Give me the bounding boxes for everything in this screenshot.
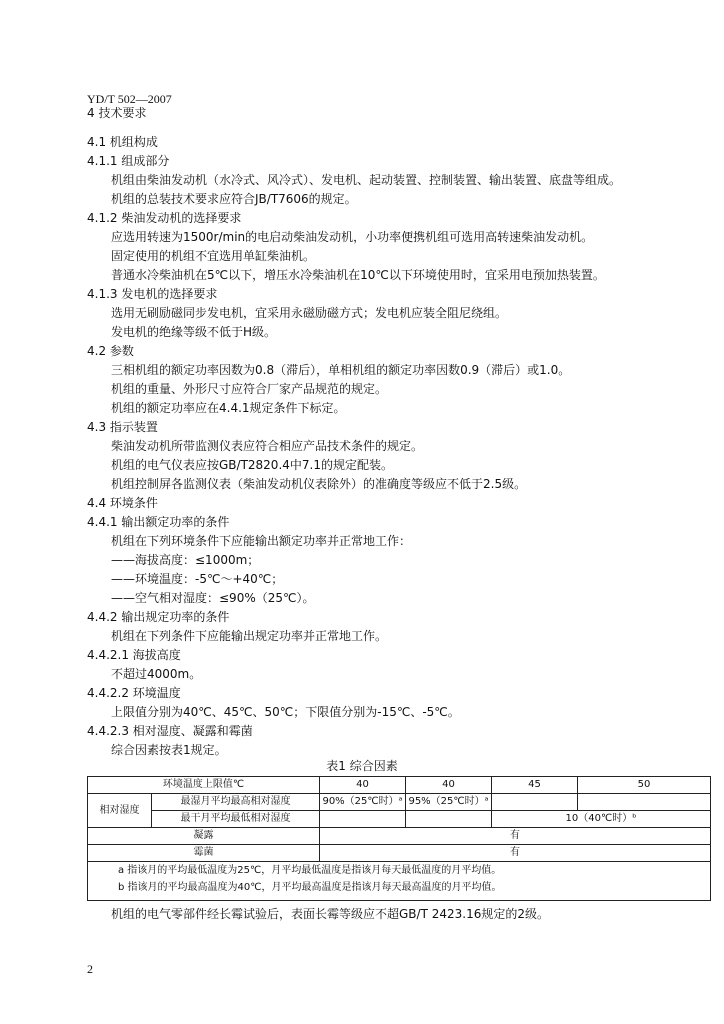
table-row (88, 777, 711, 794)
section-heading: 4.1.2 柴油发动机的选择要求 (87, 211, 242, 225)
section-heading: 4.1 机组构成 (87, 135, 158, 149)
humidity-label-cell: 相对湿度 (88, 794, 152, 828)
paragraph: 选用无刷励磁同步发电机，宜采用永磁励磁方式；发电机应装全阻尼绕组。 (111, 306, 508, 320)
list-item: ——空气相对湿度：≤90%（25℃）。 (111, 591, 315, 605)
mold-cell: 有 (320, 845, 711, 862)
paragraph: 机组的电气零部件经长霉试验后，表面长霉等级应不超GB/T 2423.16规定的2级。 (111, 907, 549, 921)
table-row (88, 845, 711, 862)
table-note-b: b 指该月的平均最高温度为40℃，月平均最高温度是指该月每天最高温度的月平均值。 (118, 882, 502, 893)
max-humid-label-cell: 最湿月平均最高相对湿度 (152, 794, 320, 811)
paragraph: 三相机组的额定功率因数为0.8（滞后），单相机组的额定功率因数0.9（滞后）或1.0。 (111, 363, 571, 377)
section-heading: 4.4.2.1 海拔高度 (87, 648, 181, 662)
max-humid-cell: 90%（25℃时）ᵃ (320, 794, 406, 811)
paragraph: 机组控制屏各监测仪表（柴油发动机仪表除外）的准确度等级应不低于2.5级。 (111, 477, 527, 491)
section-heading: 4.4.1 输出额定功率的条件 (87, 515, 230, 529)
paragraph: 机组的额定功率应在4.4.1规定条件下标定。 (111, 401, 346, 415)
max-humid-cell: 95%（25℃时）ᵃ (406, 794, 492, 811)
paragraph: 机组由柴油发动机（水冷式、风冷式）、发电机、起动装置、控制装置、输出装置、底盘等组成。 (111, 173, 622, 187)
paragraph: 机组在下列环境条件下应能输出额定功率并正常地工作： (111, 534, 412, 548)
table-row (88, 811, 711, 828)
notes-cell (88, 862, 711, 901)
dry-cell: 10（40℃时）ᵇ (492, 811, 711, 828)
paragraph: 综合因素按表1规定。 (111, 743, 227, 757)
paragraph: 应选用转速为1500r/min的电启动柴油发动机，小功率便携机组可选用高转速柴油发动机。 (111, 230, 594, 244)
temp-cell: 45 (492, 777, 578, 794)
section-heading: 4.3 指示装置 (87, 420, 158, 434)
temp-cell: 50 (578, 777, 711, 794)
temp-label-cell: 环境温度上限值℃ (88, 777, 320, 794)
table-row (88, 862, 711, 901)
combined-factors-table (87, 776, 711, 901)
standard-header: YD/T 502—2007 (87, 92, 172, 106)
paragraph: 柴油发动机所带监测仪表应符合相应产品技术条件的规定。 (111, 439, 424, 453)
table-note-a: a 指该月的平均最低温度为25℃，月平均最低温度是指该月每天最低温度的月平均值。 (118, 865, 502, 876)
paragraph: 上限值分别为40℃、45℃、50℃；下限值分别为-15℃、-5℃。 (111, 705, 460, 719)
paragraph: 发电机的绝缘等级不低于H级。 (111, 325, 277, 339)
paragraph: 普通水冷柴油机在5℃以下，增压水冷柴油机在10℃以下环境使用时，宜采用电预加热装置。 (111, 268, 605, 282)
section-heading: 4.1.1 组成部分 (87, 154, 170, 168)
section-heading: 4.4.2.3 相对湿度、凝露和霉菌 (87, 724, 253, 738)
paragraph: 不超过4000m。 (111, 667, 202, 681)
section-heading: 4.4 环境条件 (87, 496, 158, 510)
paragraph: 机组的总装技术要求应符合JB/T7606的规定。 (111, 192, 357, 206)
dry-label-cell: 最干月平均最低相对湿度 (152, 811, 320, 828)
paragraph: 固定使用的机组不宜选用单缸柴油机。 (111, 249, 316, 263)
section-heading: 4.2 参数 (87, 344, 134, 358)
section-heading: 4.4.2 输出规定功率的条件 (87, 610, 230, 624)
section-heading: 4.4.2.2 环境温度 (87, 686, 181, 700)
paragraph: 机组的重量、外形尺寸应符合厂家产品规范的规定。 (111, 382, 388, 396)
table-row (88, 828, 711, 845)
empty-cell (406, 811, 492, 828)
empty-cell (320, 811, 406, 828)
paragraph: 机组在下列条件下应能输出规定功率并正常地工作。 (111, 629, 388, 643)
mold-label-cell: 霉菌 (88, 845, 320, 862)
empty-cell (492, 794, 578, 811)
list-item: ——环境温度：-5℃～+40℃； (111, 572, 284, 586)
paragraph: 机组的电气仪表应按GB/T2820.4中7.1的规定配装。 (111, 458, 393, 472)
list-item: ——海拔高度：≤1000m； (111, 553, 260, 567)
table-caption: 表1 综合因素 (326, 759, 398, 773)
empty-cell (578, 794, 711, 811)
condense-cell: 有 (320, 828, 711, 845)
temp-cell: 40 (406, 777, 492, 794)
condense-label-cell: 凝露 (88, 828, 320, 845)
section-heading: 4 技术要求 (87, 106, 147, 120)
page-number: 2 (87, 962, 93, 976)
temp-cell: 40 (320, 777, 406, 794)
section-heading: 4.1.3 发电机的选择要求 (87, 287, 218, 301)
table-row (88, 794, 711, 811)
